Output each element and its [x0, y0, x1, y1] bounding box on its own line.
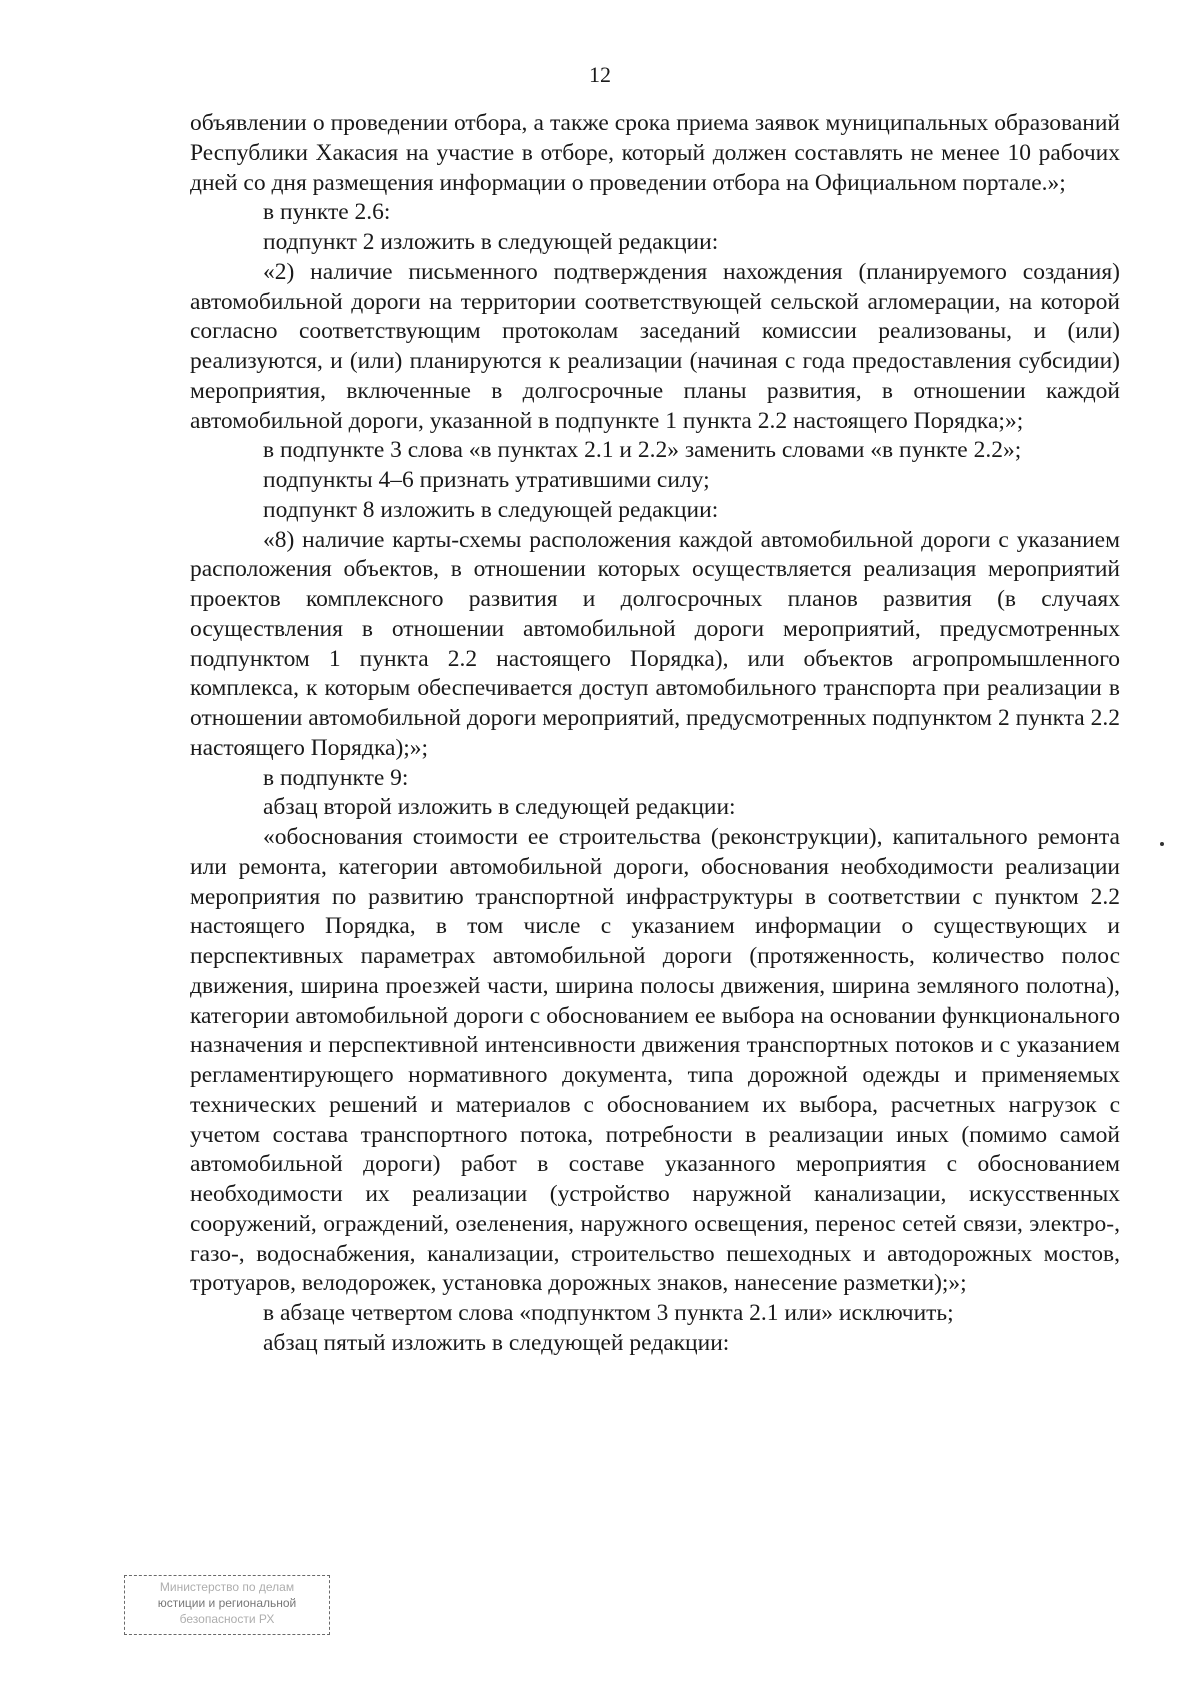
stamp-line: Министерство по делам [159, 1580, 295, 1594]
page-number: 12 [589, 62, 611, 87]
paragraph: подпункт 2 изложить в следующей редакции: [263, 229, 719, 255]
paragraph: «8) наличие карты-схемы расположения каждой автомобильной дороги с указанием расположения объектов, в отношении которых осуществляется реализация мероприятий проектов комплексного развития и долгосрочных планов развития (в случаях осуществления в отношении автомобильной дороги мероприятий, предусмотренных подпунктом 1 пункта 2.2 настоящего Порядка), или объектов агропромышленного комплекса, к которым обеспечивается доступ автомобильного транспорта при реализации в отношении автомобильной дороги мероприятий, предусмотренных подпунктом 2 пункта 2.2 настоящего Порядка);»; [190, 526, 1120, 761]
paragraph: абзац второй изложить в следующей редакции: [263, 794, 736, 821]
paragraph: «обоснования стоимости ее строительства (реконструкции), капитального ремонта или ремонта, категории автомобильной дороги, обоснования необходимости реализации мероприятия по развитию транспортной инфраструктуры в соответствии с пунктом 2.2 настоящего Порядка, в том числе с указанием информации о существующих и перспективных параметрах автомобильной дороги (протяженность, количество полос движения, ширина проезжей части, ширина полосы движения, ширина земляного полотна), категории автомобильной дороги с обоснованием ее выбора на основании функционального назначения и перспективной интенсивности движения транспортных потоков и с указанием регламентирующего нормативного документа, типа дорожной одежды и применяемых технических решений и материалов с обоснованием их выбора, расчетных нагрузок с учетом состава транспортного потока, потребности в реализации иных (помимо самой автомобильной дороги) работ в составе указанного мероприятия с обоснованием необходимости их реализации (устройство наружной канализации, искусственных сооружений, ограждений, озеленения, наружного освещения, перенос сетей связи, электро-, газо-, водоснабжения, канализации, строительство пешеходных и автодорожных мостов, тротуаров, велодорожек, установка дорожных знаков, нанесение разметки);»; [190, 824, 1120, 1297]
paragraph: в подпункте 9: [263, 764, 409, 791]
registration-stamp [124, 1575, 330, 1635]
paragraph: абзац пятый изложить в следующей редакции: [263, 1329, 730, 1356]
document-body [190, 109, 1120, 1359]
paragraph: объявлении о проведении отбора, а также срока приема заявок муниципальных образований Республики Хакасия на участие в отборе, который должен составлять не менее 10 рабочих дней со дня размещения информации о проведении отбора на Официальном портале.»; [190, 110, 1120, 196]
paragraph: «2) наличие письменного подтверждения нахождения (планируемого создания) автомобильной дороги на территории соответствующей сельской агломерации, на которой согласно соответствующим протоколам заседаний комиссии реализованы, и (или) реализуются, и (или) планируются к реализации (начиная с года предоставления субсидии) мероприятия, включенные в долгосрочные планы развития, в отношении каждой автомобильной дороги, указанной в подпункте 1 пункта 2.2 настоящего Порядка;»; [190, 258, 1120, 434]
paragraph: в пункте 2.6: [263, 199, 391, 226]
stamp-line: безопасности РХ [179, 1612, 275, 1626]
paragraph: в абзаце четвертом слова «подпунктом 3 пункта 2.1 или» исключить; [263, 1300, 954, 1326]
scan-artifact-dot [1160, 842, 1164, 846]
paragraph: в подпункте 3 слова «в пунктах 2.1 и 2.2» заменить словами «в пункте 2.2»; [263, 437, 1022, 464]
paragraph: подпункт 8 изложить в следующей редакции: [263, 496, 719, 523]
paragraph: подпункты 4–6 признать утратившими силу; [263, 467, 710, 493]
stamp-line: юстиции и региональной [157, 1596, 297, 1610]
